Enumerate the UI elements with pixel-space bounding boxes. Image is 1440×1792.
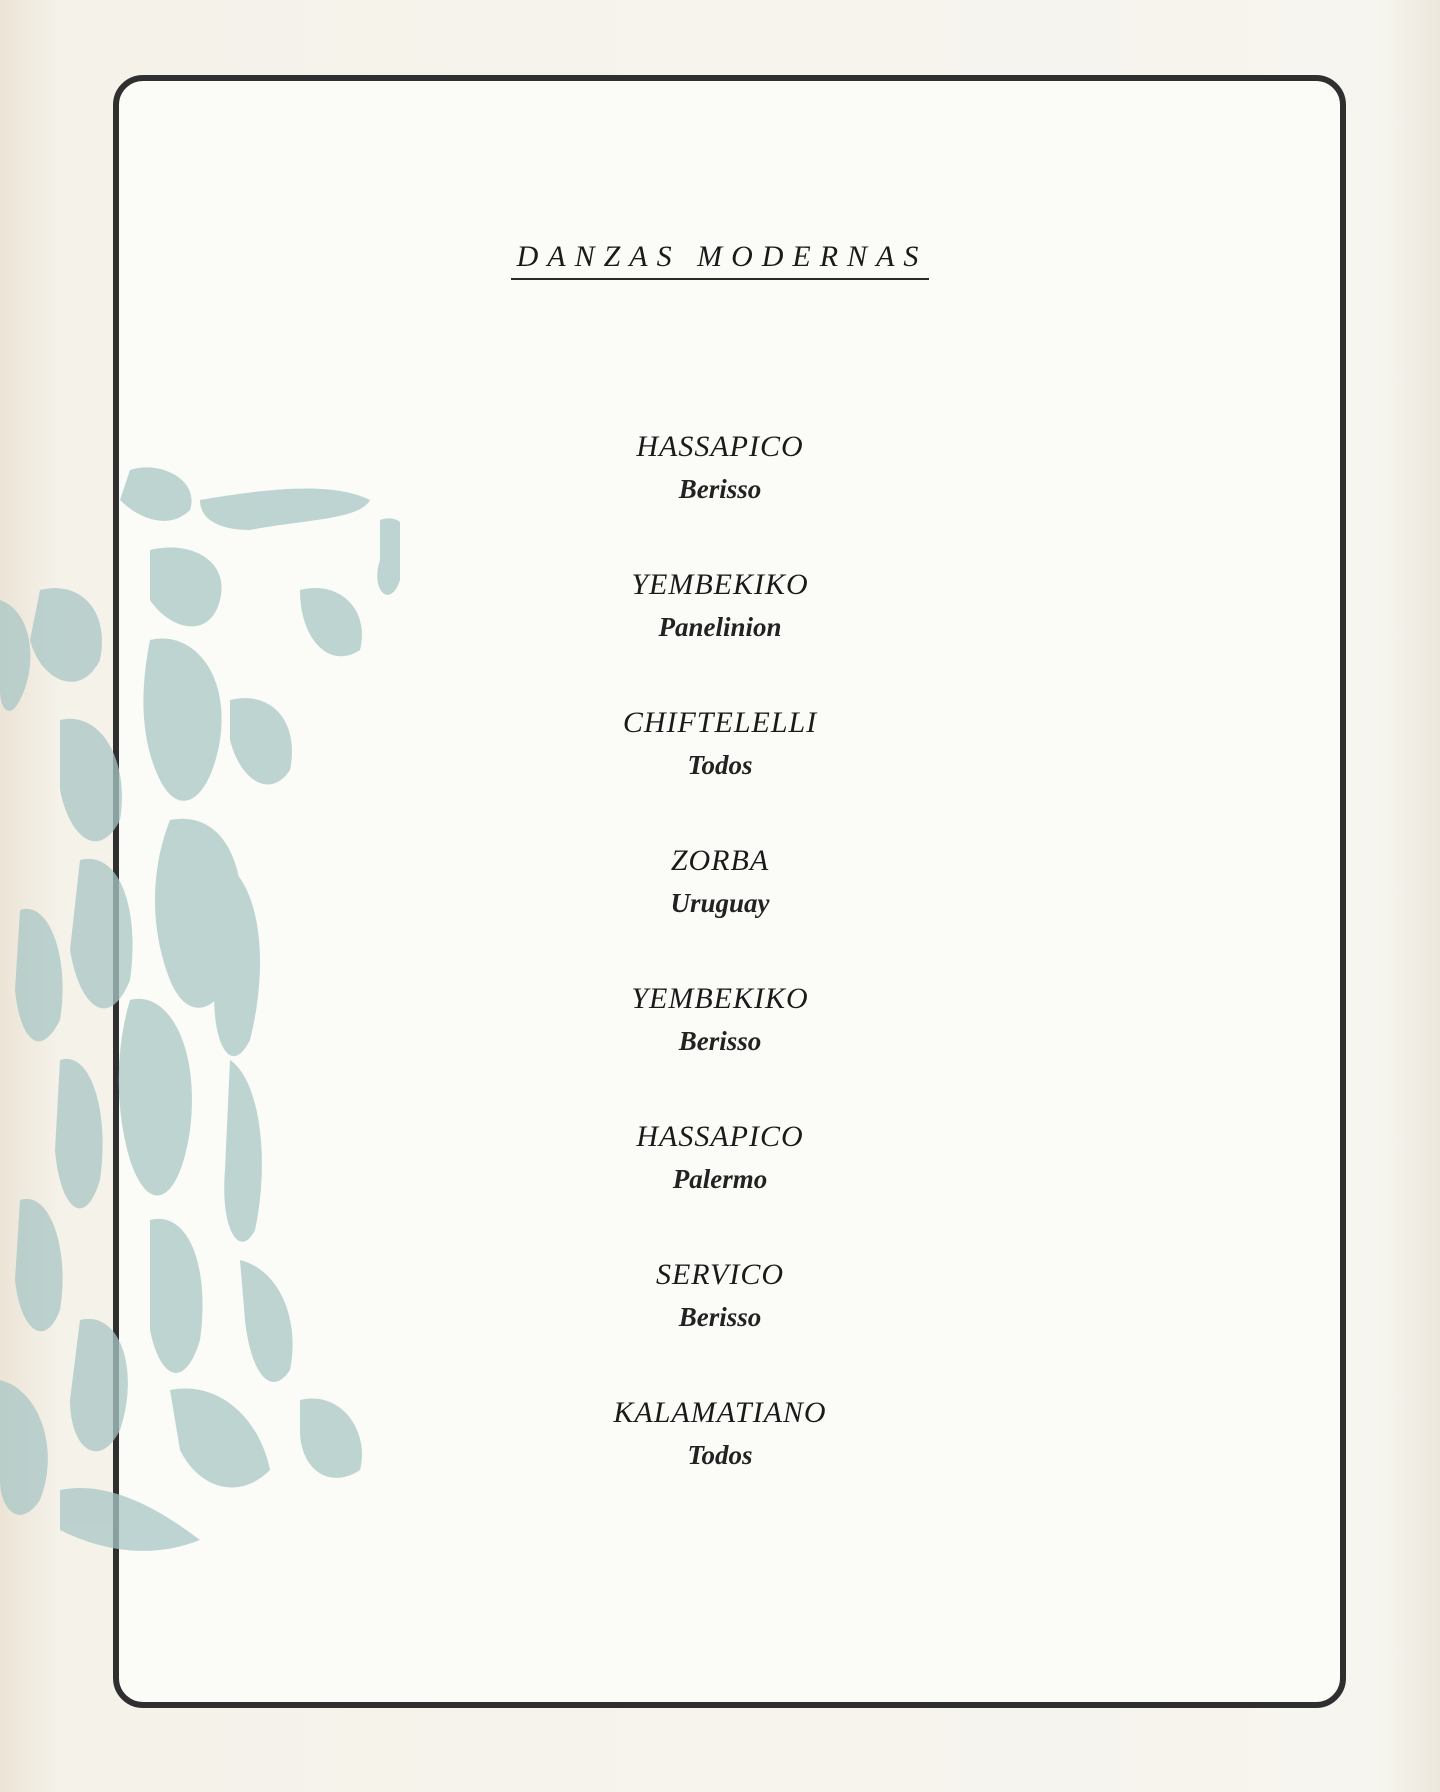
program-item [0,839,1440,977]
page-title [0,240,1440,280]
group-name: Palermo [672,1164,768,1194]
dance-name: YEMBEKIKO [631,982,809,1015]
program-item [0,977,1440,1115]
dance-name: SERVICO [655,1258,785,1291]
dance-name: HASSAPICO [636,1120,804,1153]
program-item [0,425,1440,563]
dance-name: YEMBEKIKO [631,568,809,601]
title-text: DANZAS MODERNAS [511,240,930,280]
group-name: Berisso [678,474,762,504]
dance-name: CHIFTELELLI [622,706,818,739]
group-name: Panelinion [658,612,782,642]
program-item [0,1253,1440,1391]
group-name: Berisso [678,1302,762,1332]
group-name: Todos [687,750,753,780]
dance-name: ZORBA [670,844,770,877]
dance-program-list [0,425,1440,1529]
group-name: Berisso [678,1026,762,1056]
program-item [0,1115,1440,1253]
group-name: Todos [687,1440,753,1470]
program-item [0,563,1440,701]
program-item [0,701,1440,839]
dance-name: KALAMATIANO [613,1396,827,1429]
dance-name: HASSAPICO [636,430,804,463]
program-item [0,1391,1440,1529]
group-name: Uruguay [670,888,770,918]
